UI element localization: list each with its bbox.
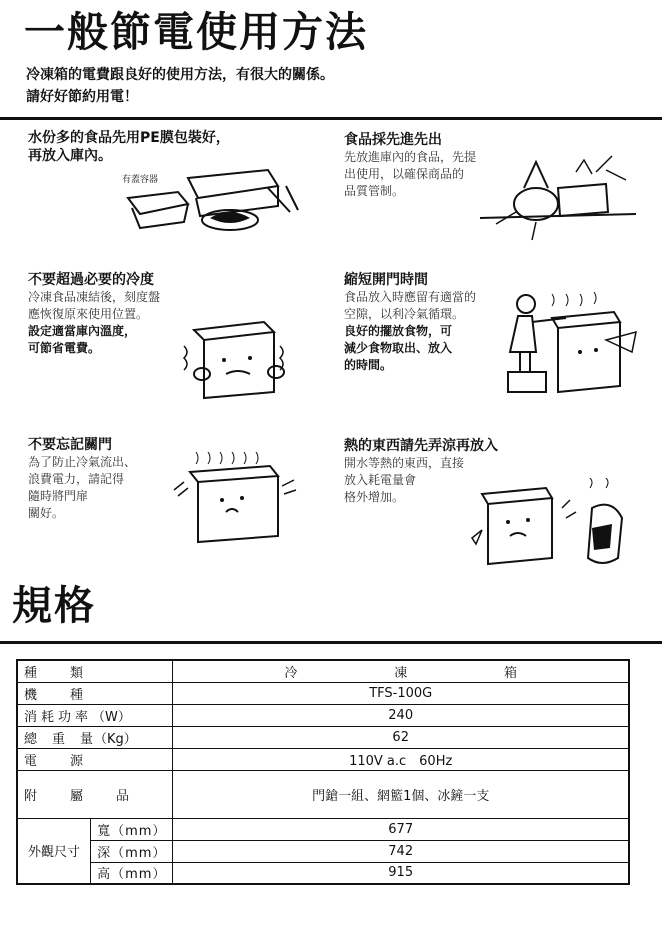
- spec-value-height: 915: [173, 862, 629, 884]
- spec-label-weight-text: 總 重 量: [24, 731, 95, 747]
- spec-title: 規格: [12, 583, 96, 629]
- spec-label-weight-unit: （Kg）: [94, 731, 137, 747]
- tip-hot-body-2: 放入耗電量會: [344, 473, 417, 487]
- spec-label-power-text: 消耗功率: [24, 709, 93, 725]
- tip-no-overcool: [28, 271, 160, 357]
- tip-fifo-body-1: 先放進庫內的食品，先提: [344, 150, 477, 164]
- spec-label-width: 寬（mm）: [91, 818, 173, 840]
- tip-short-opening: [344, 271, 476, 374]
- tip-close-door: [28, 436, 136, 522]
- container-wrap-illustration: [118, 168, 308, 240]
- tip-close-body-3: 隨時將門扉: [28, 489, 89, 503]
- intro-text: [26, 64, 334, 108]
- table-row: [17, 818, 629, 840]
- spec-label-power: [17, 704, 173, 726]
- spec-value-type: [173, 660, 629, 682]
- spec-label-type: 種 類: [17, 660, 173, 682]
- spec-divider: [0, 641, 662, 644]
- spec-value-width: 677: [173, 818, 629, 840]
- table-row: [17, 682, 629, 704]
- top-divider: [0, 117, 662, 120]
- spec-value-model: TFS-100G: [173, 682, 629, 704]
- tip-close-body-2: 浪費電力，請記得: [28, 472, 125, 486]
- spec-value-depth: 742: [173, 840, 629, 862]
- spec-value-type-1: 冷: [284, 665, 298, 681]
- person-freezer-illustration: [486, 292, 646, 400]
- tip-overcool-body-2: 應恢復原來使用位置。: [28, 307, 149, 321]
- intro-line-1: 冷凍箱的電費跟良好的使用方法，有很大的關係。: [26, 67, 334, 83]
- tip-overcool-body-1: 冷凍食品凍結後，刻度盤: [28, 290, 161, 304]
- spec-value-accessories: 門鎗一組、網籃1個、冰鏟一支: [173, 770, 629, 818]
- intro-line-2: 請好好節約用電！: [26, 89, 138, 105]
- tip-opening-bold-2: 減少食物取出、放入: [344, 341, 453, 355]
- tip-opening-bold-1: 良好的擺放食物，可: [344, 324, 453, 338]
- closed-door-freezer-illustration: [170, 446, 300, 546]
- tip-first-in-first-out: [344, 131, 476, 200]
- spec-label-dimensions: 外觀尺寸: [17, 818, 91, 884]
- table-row: [17, 704, 629, 726]
- spec-label-depth: 深（mm）: [91, 840, 173, 862]
- tip-fifo-body-3: 品質管制。: [344, 184, 405, 198]
- tip-opening-title: 縮短開門時間: [344, 272, 428, 288]
- spec-table: [16, 659, 630, 885]
- spec-label-model: 機 種: [17, 682, 173, 704]
- spec-value-power-source: 110V a.c 60Hz: [173, 748, 629, 770]
- tip-close-title: 不要忘記關門: [28, 437, 112, 453]
- table-row: [17, 770, 629, 818]
- spec-label-power-source: 電 源: [17, 748, 173, 770]
- fifo-illustration: [476, 152, 646, 244]
- tip-overcool-bold-2: 可節省電費。: [28, 341, 101, 355]
- tip-pe-wrap: [28, 129, 230, 165]
- tip-pe-wrap-title-2: 再放入庫內。: [28, 148, 112, 164]
- tip-pe-wrap-title-1: 水份多的食品先用PE膜包裝好，: [28, 130, 230, 146]
- tip-hot-body-1: 開水等熱的東西，直接: [344, 456, 465, 470]
- cold-freezer-illustration: [180, 312, 290, 408]
- spec-value-weight: 62: [173, 726, 629, 748]
- tip-close-body-4: 關好。: [28, 506, 65, 520]
- tip-hot-body-3: 格外增加。: [344, 490, 405, 504]
- spec-value-type-2: 凍: [394, 665, 408, 681]
- table-row: [17, 840, 629, 862]
- container-label: 有蓋容器: [122, 175, 159, 185]
- tip-opening-body-1: 食品放入時應留有適當的: [344, 290, 477, 304]
- table-row: [17, 748, 629, 770]
- spec-label-height: 高（mm）: [91, 862, 173, 884]
- tip-fifo-title: 食品採先進先出: [344, 132, 442, 148]
- tip-opening-bold-3: 的時間。: [344, 358, 393, 372]
- table-row: [17, 660, 629, 682]
- spec-label-accessories: 附 屬 品: [17, 770, 173, 818]
- spec-label-power-unit: （W）: [92, 709, 131, 725]
- hot-kettle-illustration: [462, 478, 638, 576]
- spec-value-type-3: 箱: [503, 665, 517, 681]
- tip-overcool-bold-1: 設定適當庫內溫度，: [28, 324, 137, 338]
- tip-close-body-1: 為了防止冷氣流出、: [28, 455, 137, 469]
- spec-label-weight: [17, 726, 173, 748]
- table-row: [17, 726, 629, 748]
- tip-hot-title: 熱的東西請先弄涼再放入: [344, 438, 498, 454]
- tip-opening-body-2: 空隙，以利冷氣循環。: [344, 307, 465, 321]
- spec-value-power: 240: [173, 704, 629, 726]
- tip-overcool-title: 不要超過必要的冷度: [28, 272, 154, 288]
- tip-fifo-body-2: 出使用，以確保商品的: [344, 167, 465, 181]
- table-row: [17, 862, 629, 884]
- page-title: 一般節電使用方法: [24, 8, 368, 56]
